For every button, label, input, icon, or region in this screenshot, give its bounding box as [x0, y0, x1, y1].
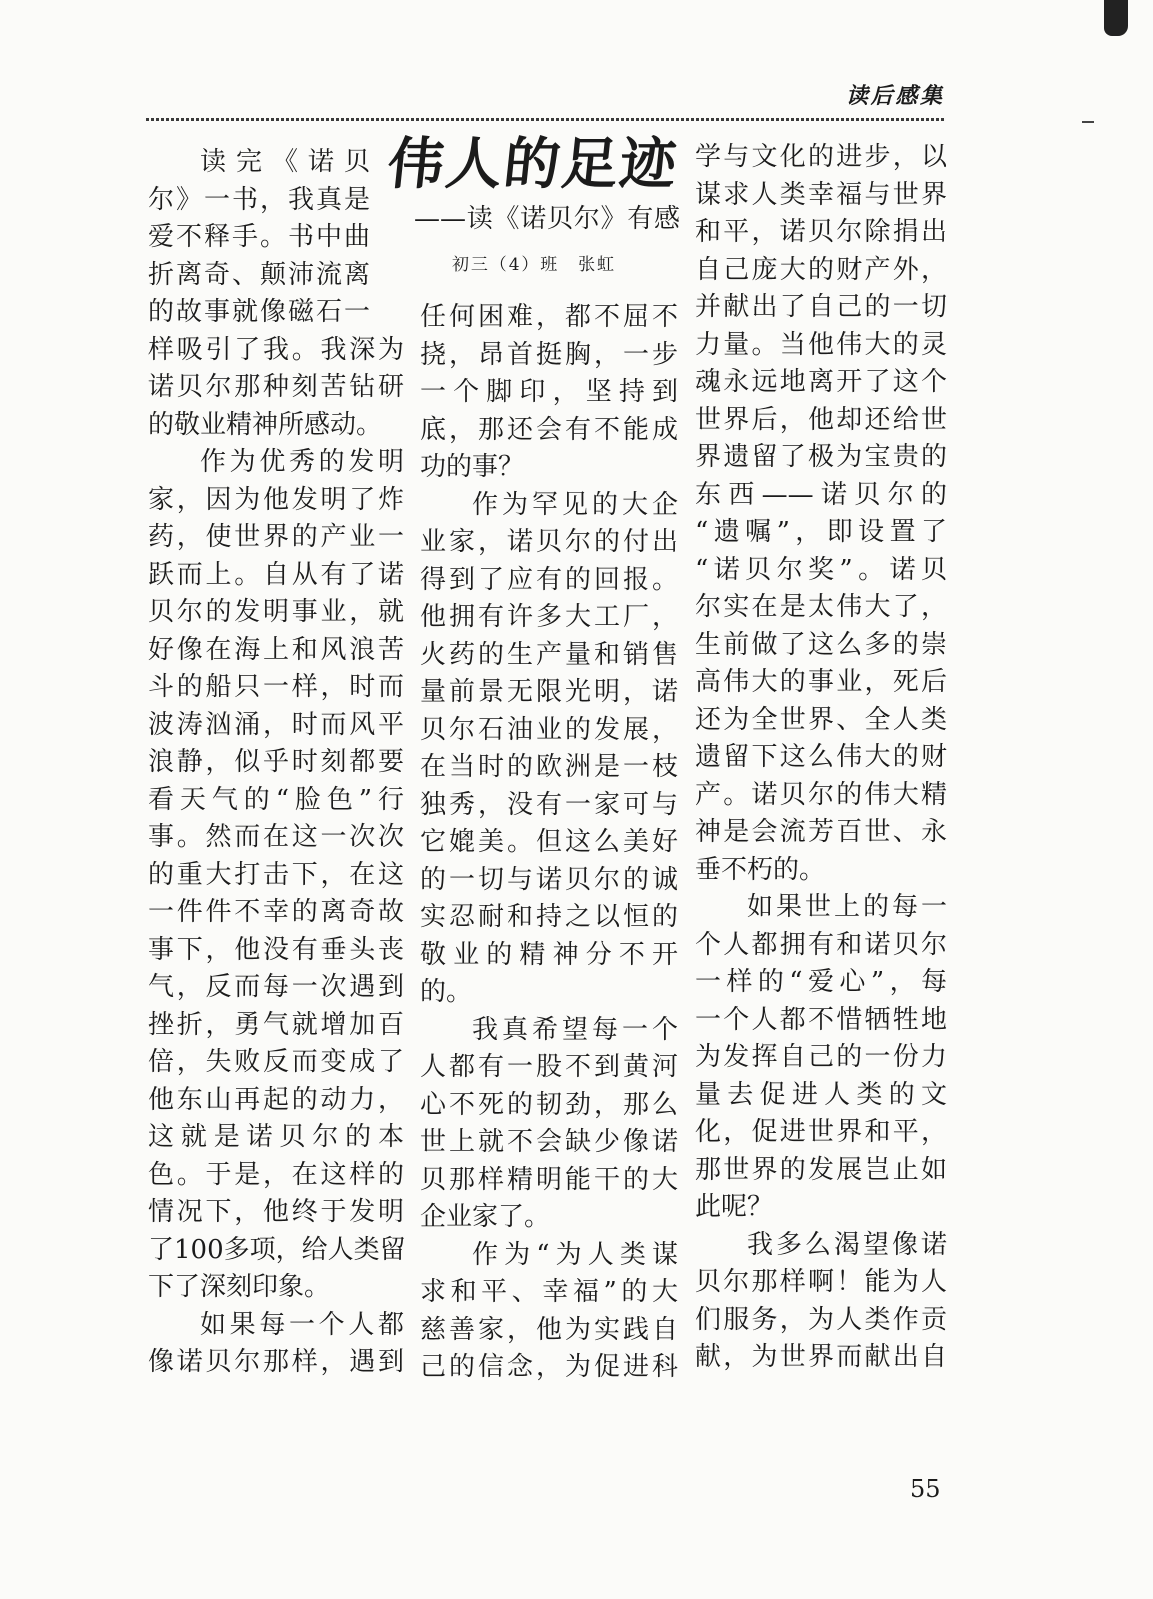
text-column-1: [148, 144, 404, 1382]
text-line: 产。诺贝尔的伟大精: [695, 779, 947, 810]
text-line: 一样的“爱心”，每: [695, 967, 947, 997]
text-line: 色。于是，在这样的: [148, 1159, 404, 1190]
text-line: 谋求人类幸福与世界: [695, 179, 947, 210]
header-divider: [146, 118, 946, 121]
text-line: 气，反而每一次遇到: [148, 972, 404, 1002]
text-line: 挫折，勇气就增加百: [148, 1009, 404, 1040]
text-line: 底，那还会有不能成: [420, 414, 678, 445]
text-line: 它媲美。但这么美好: [420, 827, 678, 857]
text-line: 慈善家，他为实践自: [420, 1314, 678, 1345]
text-line: 求和平、幸福”的大: [420, 1277, 678, 1307]
text-line: 作为优秀的发明: [200, 447, 404, 477]
text-line: 神是会流芳百世、永: [695, 817, 947, 847]
text-line: 个人都拥有和诺贝尔: [695, 929, 947, 960]
text-line: 一件件不幸的离奇故: [148, 897, 404, 927]
text-line: 高伟大的事业，死后: [695, 667, 947, 697]
text-line: 为发挥自己的一份力: [695, 1042, 947, 1072]
article-subtitle: ——读《诺贝尔》有感: [414, 204, 680, 234]
text-line: 药，使世界的产业一: [148, 522, 404, 552]
text-line: 跃而上。自从有了诺: [148, 559, 404, 590]
text-line: 的一切与诺贝尔的诚: [420, 864, 678, 895]
text-line: 浪静，似乎时刻都要: [148, 747, 404, 777]
text-line: 诺贝尔那种刻苦钻研: [148, 372, 404, 402]
scan-artifact: [1082, 121, 1094, 123]
text-line: 并献出了自己的一切: [695, 292, 947, 322]
text-line: 这就是诺贝尔的本: [148, 1122, 404, 1152]
text-line: 业家，诺贝尔的付出: [420, 527, 678, 557]
text-line: 贝尔那样啊！能为人: [695, 1267, 947, 1297]
text-line: 贝那样精明能干的大: [420, 1164, 678, 1195]
text-line: 爱不释手。书中曲: [148, 222, 370, 252]
text-line: 看天气的“脸色”行: [148, 784, 404, 815]
text-line: 火药的生产量和销售: [420, 639, 678, 670]
article-author: 初三（4）班 张虹: [452, 255, 614, 275]
text-line: 斗的船只一样，时而: [148, 672, 404, 702]
text-line: 波涛汹涌，时而风平: [148, 709, 404, 740]
text-line: 献，为世界而献出自: [695, 1342, 947, 1372]
text-line: 他东山再起的动力，: [148, 1084, 404, 1115]
text-line: 自己庞大的财产外，: [695, 254, 947, 285]
text-line: 下了深刻印象。: [148, 1272, 331, 1302]
text-line: 如果世上的每一: [747, 892, 947, 922]
text-line: 魂永远地离开了这个: [695, 367, 947, 397]
text-line: 此呢？: [695, 1192, 774, 1222]
text-line: 一个脚印，坚持到: [420, 377, 678, 407]
text-line: 化，促进世界和平，: [695, 1117, 947, 1147]
text-line: 实忍耐和持之以恒的: [420, 902, 678, 932]
text-line: 得到了应有的回报。: [420, 564, 678, 595]
text-line: 人都有一股不到黄河: [420, 1052, 678, 1082]
text-column-2: [420, 299, 678, 1387]
text-line: 事。然而在这一次次: [148, 822, 404, 852]
text-line: 事下，他没有垂头丧: [148, 934, 404, 965]
text-column-3: [695, 139, 947, 1377]
text-line: 尔实在是太伟大了，: [695, 592, 947, 622]
text-line: 己的信念，为促进科: [420, 1352, 678, 1382]
text-line: 力量。当他伟大的灵: [695, 329, 947, 360]
text-line: 量前景无限光明，诺: [420, 677, 678, 707]
text-line: 企业家了。: [420, 1202, 551, 1232]
text-line: “遗嘱”，即设置了: [695, 517, 947, 547]
text-line: 量去促进人类的文: [695, 1079, 947, 1110]
text-line: 心不死的韧劲，那么: [420, 1089, 678, 1120]
section-header: 读后感集: [846, 83, 942, 109]
text-line: 世界后，他却还给世: [695, 404, 947, 435]
text-line: 和平，诺贝尔除捐出: [695, 217, 947, 247]
text-line: 遗留下这么伟大的财: [695, 742, 947, 772]
text-line: 那世界的发展岂止如: [695, 1154, 947, 1185]
text-line: 家，因为他发明了炸: [148, 484, 404, 515]
text-line: 的敬业精神所感动。: [148, 409, 383, 440]
page-number: 55: [910, 1475, 941, 1503]
text-line: 们服务，为人类作贡: [695, 1304, 947, 1335]
text-line: 东西——诺贝尔的: [695, 479, 947, 510]
text-line: 在当时的欧洲是一枝: [420, 752, 678, 782]
text-line: 折离奇、颠沛流离: [148, 259, 370, 290]
text-line: “诺贝尔奖”。诺贝: [695, 554, 947, 585]
text-line: 作为“为人类谋: [472, 1239, 678, 1270]
text-line: 生前做了这么多的崇: [695, 629, 947, 660]
text-line: 倍，失败反而变成了: [148, 1047, 404, 1077]
text-line: 的。: [420, 977, 473, 1007]
text-line: 敬业的精神分不开: [420, 939, 678, 970]
scan-artifact: [1104, 0, 1128, 36]
text-line: 还为全世界、全人类: [695, 704, 947, 735]
text-line: 界遗留了极为宝贵的: [695, 442, 947, 472]
text-line: 样吸引了我。我深为: [148, 334, 404, 365]
text-line: 他拥有许多大工厂，: [420, 602, 678, 632]
text-line: 好像在海上和风浪苦: [148, 634, 404, 665]
text-line: 我真希望每一个: [472, 1014, 678, 1045]
text-line: 的故事就像磁石一: [148, 297, 370, 327]
text-line: 如果每一个人都: [200, 1309, 404, 1340]
text-line: 贝尔石油业的发展，: [420, 714, 678, 745]
text-line: 了100多项，给人类留: [148, 1234, 406, 1265]
text-line: 功的事？: [420, 452, 525, 482]
text-line: 情况下，他终于发明: [148, 1197, 404, 1227]
text-line: 世上就不会缺少像诺: [420, 1127, 678, 1157]
text-line: 挠，昂首挺胸，一步: [420, 339, 678, 370]
text-line: 读完《诺贝: [200, 147, 370, 177]
text-line: 独秀，没有一家可与: [420, 789, 678, 820]
article-title: 伟人的足迹: [384, 131, 682, 197]
text-line: 一个人都不惜牺牲地: [695, 1004, 947, 1035]
text-line: 任何困难，都不屈不: [420, 302, 678, 332]
text-line: 像诺贝尔那样，遇到: [148, 1347, 404, 1377]
text-line: 学与文化的进步，以: [695, 142, 947, 172]
text-line: 我多么渴望像诺: [747, 1229, 947, 1260]
text-line: 的重大打击下，在这: [148, 859, 404, 890]
text-line: 垂不朽的。: [695, 854, 826, 885]
text-line: 贝尔的发明事业，就: [148, 597, 404, 627]
text-line: 尔》一书，我真是: [148, 184, 370, 215]
text-line: 作为罕见的大企: [472, 489, 678, 520]
